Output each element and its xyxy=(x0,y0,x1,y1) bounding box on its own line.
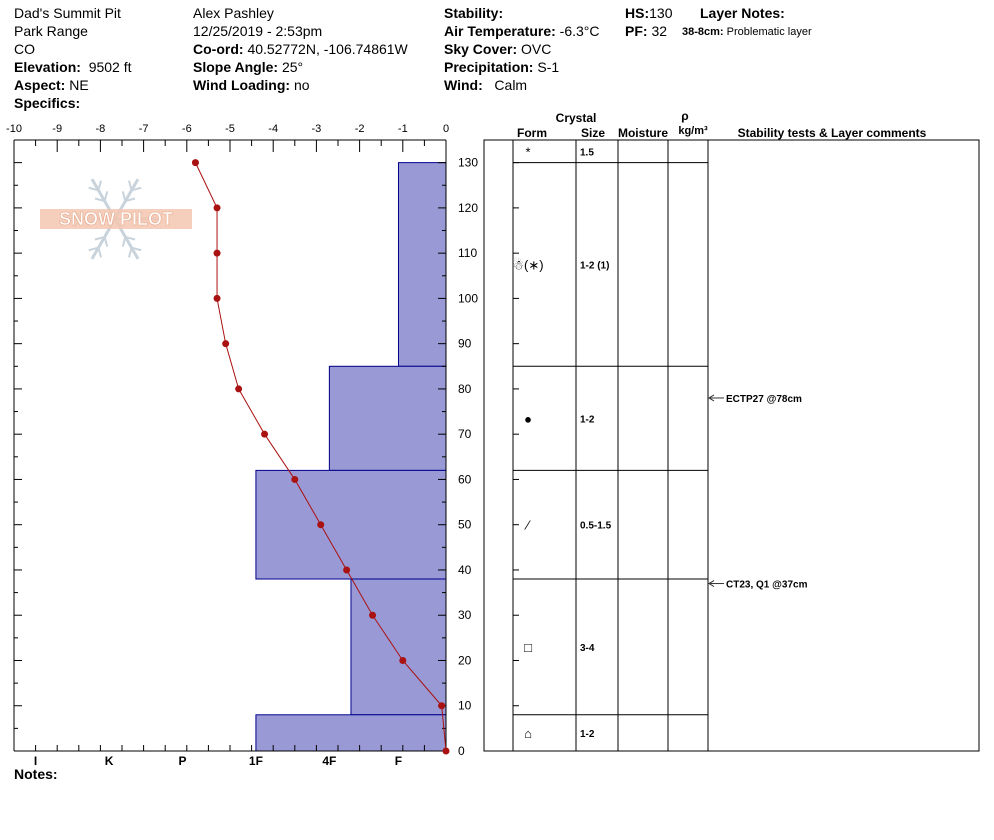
layer-form: □ xyxy=(524,639,532,655)
precip-value: S-1 xyxy=(537,59,560,75)
sky-label: Sky Cover: xyxy=(444,41,518,57)
air-temp-value: -6.3°C xyxy=(559,23,600,39)
comments-header: Stability tests & Layer comments xyxy=(737,126,927,140)
logo-snowflake-branch xyxy=(129,181,132,191)
air-temp-label: Air Temperature: xyxy=(444,23,556,39)
range-name: Park Range xyxy=(14,23,88,39)
temp-tick-label: -7 xyxy=(138,123,149,135)
temp-tick-label: -5 xyxy=(225,123,235,135)
temperature-point xyxy=(235,385,242,392)
logo-text: SNOW PILOT xyxy=(59,209,173,229)
stability-test-label: CT23, Q1 @37cm xyxy=(726,579,808,591)
temperature-point xyxy=(214,250,221,257)
layer-notes-label: Layer Notes: xyxy=(700,5,785,21)
pf-value: 32 xyxy=(651,23,668,39)
depth-tick-label: 120 xyxy=(458,200,479,215)
depth-tick-label: 130 xyxy=(458,155,479,170)
layer-note-text: Problematic layer xyxy=(726,26,812,38)
layer-form: ☃(∗) xyxy=(512,257,544,273)
logo-snowflake-branch xyxy=(98,248,101,258)
layer-size: 3-4 xyxy=(580,642,595,654)
aspect-label: Aspect: xyxy=(14,77,66,93)
hardness-label: I xyxy=(33,754,38,768)
temperature-point xyxy=(192,159,199,166)
depth-tick-label: 0 xyxy=(458,744,465,758)
form-header: Form xyxy=(517,126,547,140)
temp-tick-label: -2 xyxy=(354,123,365,135)
layer-size: 0.5-1.5 xyxy=(580,520,612,532)
layer-size: 1-2 (1) xyxy=(580,260,610,272)
temperature-point xyxy=(443,748,450,755)
depth-tick-label: 110 xyxy=(458,246,478,261)
temp-tick-label: -6 xyxy=(181,123,192,135)
temperature-point xyxy=(438,702,445,709)
depth-tick-label: 70 xyxy=(458,427,472,442)
depth-tick-label: 50 xyxy=(458,517,472,532)
logo-snowflake-branch xyxy=(129,248,132,258)
stability-test-label: ECTP27 @78cm xyxy=(726,393,802,405)
state: CO xyxy=(14,41,35,57)
hs-label: HS: xyxy=(625,5,650,21)
hardness-label: 4F xyxy=(322,754,337,768)
temp-tick-label: -4 xyxy=(268,123,279,135)
elevation-label: Elevation: xyxy=(14,59,81,75)
wind-label: Wind: xyxy=(444,77,483,93)
depth-tick-label: 80 xyxy=(458,381,472,396)
hardness-bar xyxy=(256,715,446,751)
elevation-value: 9502 ft xyxy=(88,59,132,75)
slope-value: 25° xyxy=(281,59,304,75)
hardness-label: F xyxy=(394,754,403,768)
layer-form: ⁄ xyxy=(526,517,530,533)
depth-tick-label: 20 xyxy=(458,653,472,668)
logo-snowflake-branch xyxy=(123,237,126,247)
layer-form: ● xyxy=(524,411,532,427)
pit-name: Dad's Summit Pit xyxy=(14,5,121,21)
slope-label: Slope Angle: xyxy=(193,59,279,75)
temp-tick-label: -10 xyxy=(6,123,22,135)
density-rho-header: ρ xyxy=(681,109,689,123)
temp-tick-label: -8 xyxy=(95,123,106,135)
notes-label: Notes: xyxy=(14,766,58,782)
temperature-point xyxy=(261,431,268,438)
logo-snowflake-branch xyxy=(98,181,101,191)
temp-tick-label: -9 xyxy=(52,123,63,135)
temp-tick-label: -3 xyxy=(311,123,322,135)
depth-tick-label: 40 xyxy=(458,562,472,577)
wind-value: Calm xyxy=(494,77,528,93)
specifics-label: Specifics: xyxy=(14,95,81,111)
depth-tick-label: 60 xyxy=(458,472,472,487)
layer-form: ⌂ xyxy=(524,725,532,741)
layer-size: 1-2 xyxy=(580,414,595,426)
layer-size: 1-2 xyxy=(580,728,595,740)
crystal-header: Crystal xyxy=(555,111,597,125)
temp-tick-label: -1 xyxy=(397,123,408,135)
depth-tick-label: 30 xyxy=(458,608,472,623)
wind-loading-label: Wind Loading: xyxy=(193,77,291,93)
density-unit-header: kg/m³ xyxy=(678,125,708,137)
temperature-point xyxy=(222,340,229,347)
temperature-point xyxy=(343,566,350,573)
temperature-point xyxy=(317,521,324,528)
size-header: Size xyxy=(580,126,606,140)
temperature-point xyxy=(214,204,221,211)
hardness-label: P xyxy=(178,754,187,768)
sky-value: OVC xyxy=(521,41,552,57)
depth-tick-label: 90 xyxy=(458,336,472,351)
stability-label: Stability: xyxy=(444,5,504,21)
layer-note-range: 38-8cm: xyxy=(682,26,724,38)
coord-label: Co-ord: xyxy=(193,41,244,57)
depth-tick-label: 10 xyxy=(458,698,472,713)
layer-form: * xyxy=(525,144,531,160)
temperature-point xyxy=(214,295,221,302)
moisture-header: Moisture xyxy=(617,126,669,140)
hardness-bar xyxy=(329,366,446,470)
logo-snowflake-branch xyxy=(123,191,126,201)
temp-tick-label: 0 xyxy=(442,123,450,135)
pf-label: PF: xyxy=(625,23,648,39)
depth-tick-label: 100 xyxy=(458,291,479,306)
wind-loading-value: no xyxy=(293,77,310,93)
precip-label: Precipitation: xyxy=(444,59,534,75)
hardness-bar xyxy=(398,163,446,367)
logo-snowflake-branch xyxy=(105,237,108,247)
temperature-point xyxy=(399,657,406,664)
datetime: 12/25/2019 - 2:53pm xyxy=(193,23,323,39)
hardness-label: 1F xyxy=(248,754,263,768)
aspect-value: NE xyxy=(69,77,89,93)
hardness-bar xyxy=(256,470,446,579)
hardness-label: K xyxy=(104,754,114,768)
temperature-point xyxy=(291,476,298,483)
observer: Alex Pashley xyxy=(193,5,274,21)
logo-snowflake-branch xyxy=(105,191,108,201)
hs-value: 130 xyxy=(649,5,673,21)
coord-value: 40.52772N, -106.74861W xyxy=(247,41,408,57)
temperature-point xyxy=(369,612,376,619)
layer-table-frame xyxy=(484,140,979,751)
layer-size: 1.5 xyxy=(580,147,594,159)
